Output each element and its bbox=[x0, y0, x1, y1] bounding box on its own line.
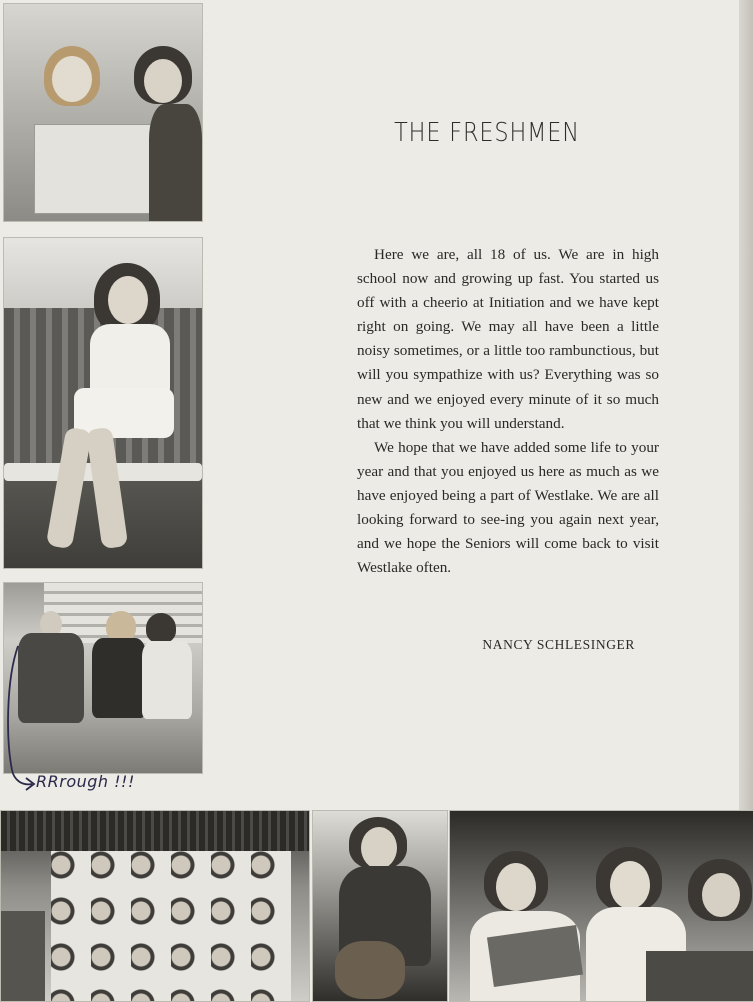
photo-two-girls bbox=[3, 3, 203, 222]
author-signature: NANCY SCHLESINGER bbox=[482, 637, 635, 652]
paragraph-2: We hope that we have added some life to your year and that you enjoyed us here as much as we have enjoyed being a part of Westlake. We are all looking forward to see-ing you again next year, and we hope the Seniors will come back to visit Westlake often. bbox=[357, 438, 659, 577]
page-title: THE FRESHMEN bbox=[394, 118, 580, 148]
photo-girl-on-sofa bbox=[3, 237, 203, 569]
article-body bbox=[357, 243, 659, 580]
photo-group-class bbox=[0, 810, 310, 1002]
photo-girls-with-books bbox=[449, 810, 753, 1002]
handwritten-note: RRrough !!! bbox=[36, 772, 135, 791]
paragraph-1: Here we are, all 18 of us. We are in high school now and growing up fast. You started us off with a cheerio at Initiation and we have kept right on going. We may all have been a little noisy sometimes, or a little too rambunctious, but will you sympathize with us? Everything was so new and we enjoyed every minute of it so much that we think you will understand. bbox=[357, 246, 659, 432]
photo-girl-with-dog bbox=[312, 810, 448, 1002]
